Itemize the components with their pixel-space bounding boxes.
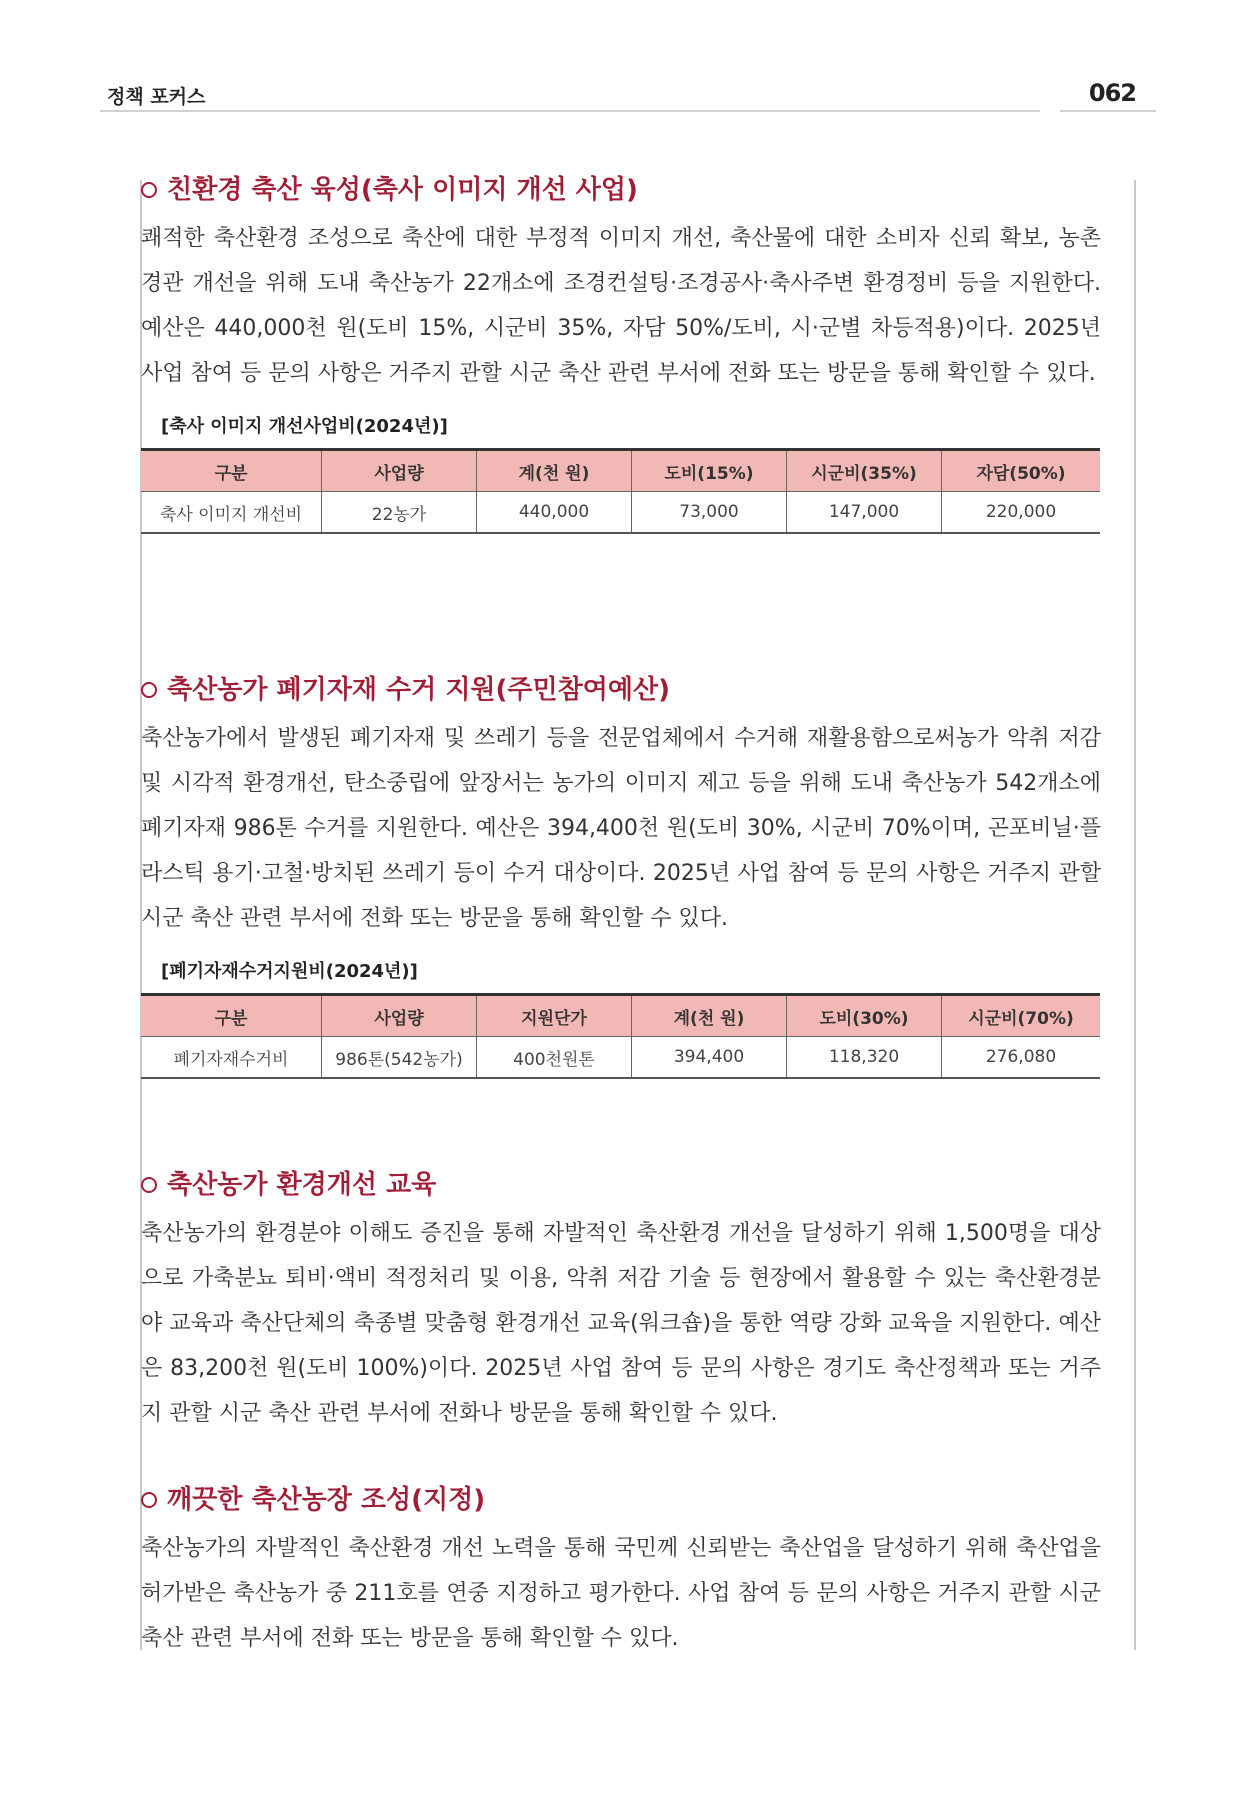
table-header-cell: 도비(15%): [632, 450, 787, 492]
table-header-cell: 지원단가: [477, 995, 632, 1037]
section-clean-farm: [141, 1480, 1101, 1661]
budget-table: [141, 993, 1100, 1079]
table-header-cell: 사업량: [322, 995, 477, 1037]
table-cell: 축사 이미지 개선비: [141, 492, 322, 534]
table-header-cell: 사업량: [322, 450, 477, 492]
section-body: 축산농가의 자발적인 축산환경 개선 노력을 통해 국민께 신뢰받는 축산업을 달성하기 위해 축산업을 허가받은 축산농가 중 211호를 연중 지정하고 평가한다. 사업 참여 등 문의 사항은 거주지 관할 시군 축산 관련 부서에 전화 또는 방문을 통해 확인할 수 있다.: [141, 1536, 1101, 1651]
section-title-text: 깨끗한 축산농장 조성(지정): [167, 1485, 486, 1515]
table-cell: 22농가: [322, 492, 477, 534]
table-row: [141, 1037, 1100, 1079]
table-cell: 220,000: [942, 492, 1101, 534]
header-section-label: 정책 포커스: [107, 86, 206, 108]
table-caption: [축사 이미지 개선사업비(2024년)]: [161, 416, 448, 437]
table-header-cell: 계(천 원): [632, 995, 787, 1037]
table-cell: 440,000: [477, 492, 632, 534]
table-cell: 118,320: [787, 1037, 942, 1079]
section-body: 축산농가에서 발생된 폐기자재 및 쓰레기 등을 전문업체에서 수거해 재활용함으로써농가 악취 저감 및 시각적 환경개선, 탄소중립에 앞장서는 농가의 이미지 제고 등을 위해 도내 축산농가 542개소에 폐기자재 986톤 수거를 지원한다. 예산은 394,400천 원(도비 30%, 시군비 70%이며, 곤포비닐·플라스틱 용기·고철·방치된 쓰레기 등이 수거 대상이다. 2025년 사업 참여 등 문의 사항은 거주지 관할 시군 축산 관련 부서에 전화 또는 방문을 통해 확인할 수 있다.: [141, 726, 1101, 931]
table-row: [141, 492, 1100, 534]
section-title-text: 축산농가 폐기자재 수거 지원(주민참여예산): [167, 675, 671, 705]
header-rule-right: [1060, 110, 1156, 112]
circle-bullet-icon: [141, 182, 157, 198]
table-cell: 73,000: [632, 492, 787, 534]
circle-bullet-icon: [141, 1492, 157, 1508]
table-header-row: [141, 995, 1100, 1037]
section-eco-livestock: [141, 170, 1101, 670]
header-rule: [100, 110, 1040, 112]
budget-table: [141, 448, 1100, 534]
table-header-cell: 자담(50%): [942, 450, 1101, 492]
table-cell: 394,400: [632, 1037, 787, 1079]
circle-bullet-icon: [141, 1177, 157, 1193]
table-header-cell: 구분: [141, 995, 322, 1037]
section-title-text: 친환경 축산 육성(축사 이미지 개선 사업): [167, 175, 638, 205]
section-education: [141, 1165, 1101, 1480]
table-header-cell: 계(천 원): [477, 450, 632, 492]
table-header-row: [141, 450, 1100, 492]
table-header-cell: 시군비(70%): [942, 995, 1101, 1037]
right-margin-line: [1134, 180, 1136, 1650]
table-cell: 276,080: [942, 1037, 1101, 1079]
circle-bullet-icon: [141, 682, 157, 698]
section-title: [141, 670, 1101, 710]
table-header-cell: 도비(30%): [787, 995, 942, 1037]
section-body: 쾌적한 축산환경 조성으로 축산에 대한 부정적 이미지 개선, 축산물에 대한 소비자 신뢰 확보, 농촌 경관 개선을 위해 도내 축산농가 22개소에 조경컨설팅·조경공사·축사주변 환경정비 등을 지원한다. 예산은 440,000천 원(도비 15%, 시군비 35%, 자담 50%/도비, 시·군별 차등적용)이다. 2025년 사업 참여 등 문의 사항은 거주지 관할 시군 축산 관련 부서에 전화 또는 방문을 통해 확인할 수 있다.: [141, 226, 1101, 386]
section-title: [141, 170, 1101, 210]
table-cell: 400천원톤: [477, 1037, 632, 1079]
section-title-text: 축산농가 환경개선 교육: [167, 1170, 437, 1200]
table-cell: 147,000: [787, 492, 942, 534]
section-title: [141, 1480, 1101, 1520]
table-header-cell: 구분: [141, 450, 322, 492]
table-caption: [폐기자재수거지원비(2024년)]: [161, 961, 418, 982]
table-header-cell: 시군비(35%): [787, 450, 942, 492]
table-cell: 폐기자재수거비: [141, 1037, 322, 1079]
page-number: 062: [1088, 79, 1136, 107]
table-cell: 986톤(542농가): [322, 1037, 477, 1079]
main-content: [141, 170, 1101, 1661]
section-body: 축산농가의 환경분야 이해도 증진을 통해 자발적인 축산환경 개선을 달성하기 위해 1,500명을 대상으로 가축분뇨 퇴비·액비 적정처리 및 이용, 악취 저감 기술 등 현장에서 활용할 수 있는 축산환경분야 교육과 축산단체의 축종별 맞춤형 환경개선 교육(워크숍)을 통한 역량 강화 교육을 지원한다. 예산은 83,200천 원(도비 100%)이다. 2025년 사업 참여 등 문의 사항은 경기도 축산정책과 또는 거주지 관할 시군 축산 관련 부서에 전화나 방문을 통해 확인할 수 있다.: [141, 1221, 1101, 1426]
section-waste-collection: [141, 670, 1101, 1165]
section-title: [141, 1165, 1101, 1205]
